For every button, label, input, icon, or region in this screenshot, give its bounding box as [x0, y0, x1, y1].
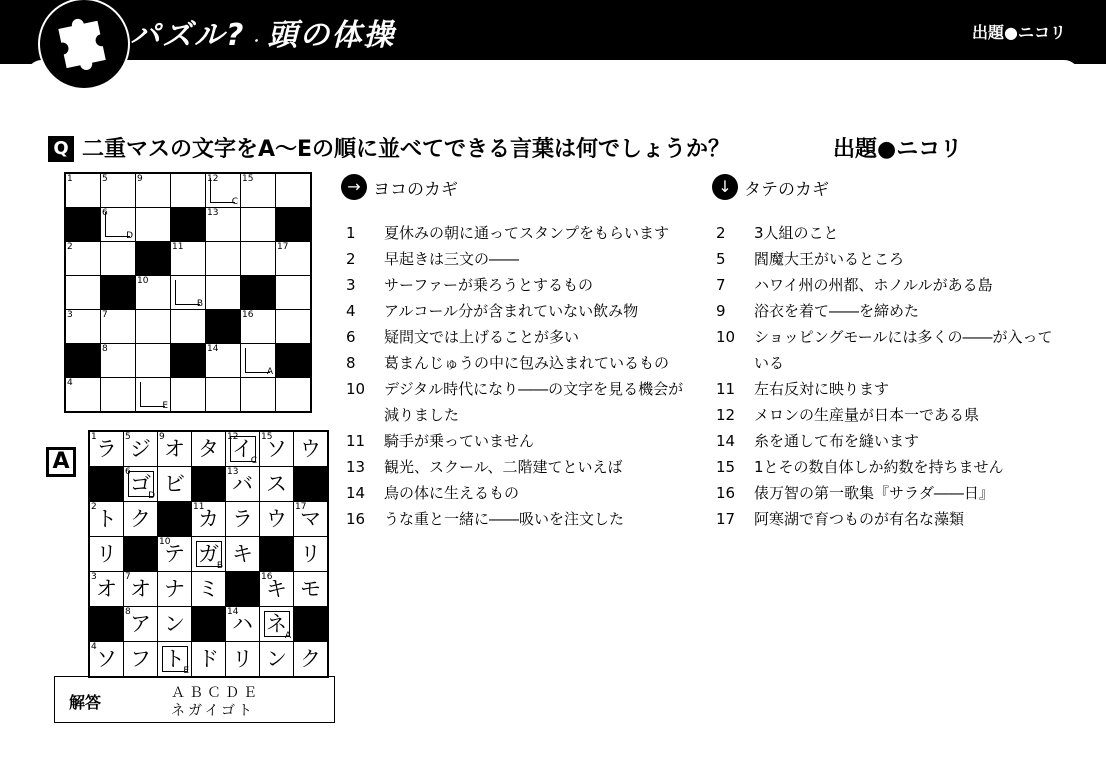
clue-number: 16 [716, 484, 736, 502]
brand-subtitle: 頭の体操 [267, 18, 396, 53]
grid-cell [171, 310, 206, 344]
double-box-letter: B [216, 561, 223, 571]
grid-cell [206, 242, 241, 276]
clue-number: 3 [346, 276, 356, 294]
cell-number: 15 [242, 174, 254, 184]
black-cell [65, 344, 101, 378]
grid-cell [136, 173, 171, 208]
grid-cell [158, 607, 192, 642]
black-cell [171, 208, 206, 242]
cell-number: 2 [91, 502, 97, 512]
grid-cell [206, 208, 241, 242]
clue-text: 俵万智の第一歌集『サラダ――日』 [754, 484, 994, 502]
clue-item [346, 350, 686, 376]
clue-text: 3人組のこと [754, 224, 839, 242]
grid-cell [260, 607, 294, 642]
grid-cell [171, 173, 206, 208]
grid-cell [260, 642, 294, 678]
clue-number: 5 [716, 250, 726, 268]
clue-item [716, 480, 1066, 506]
answer-grid [88, 430, 329, 678]
clue-text: ハワイ州の州都、ホノルルがある島 [754, 276, 993, 294]
answer-box [54, 676, 335, 723]
cell-character: ト [96, 507, 117, 531]
grid-cell [226, 642, 260, 678]
grid-cell [101, 173, 136, 208]
clue-text: 左右反対に映ります [754, 380, 890, 398]
black-cell [260, 537, 294, 572]
answer-label: 解答 [69, 693, 102, 712]
clue-number: 11 [346, 432, 366, 450]
grid-row [65, 310, 311, 344]
cell-number: 14 [227, 607, 239, 617]
cell-number: 4 [67, 378, 73, 388]
grid-cell [241, 378, 276, 413]
cell-character: テ [164, 542, 185, 566]
grid-row [65, 378, 311, 413]
cell-number: 17 [295, 502, 307, 512]
clue-text: ショッピングモールには多くの――が入っている [754, 328, 1053, 372]
clue-number: 2 [716, 224, 726, 242]
grid-cell [158, 537, 192, 572]
clue-text: 騎手が乗っていません [384, 432, 535, 450]
double-box-letter: A [266, 367, 273, 377]
black-cell [101, 276, 136, 310]
clue-item [716, 506, 1066, 532]
grid-cell [124, 467, 158, 502]
double-box-letter: D [148, 491, 155, 501]
cell-character: ン [266, 647, 287, 671]
grid-cell [158, 467, 192, 502]
down-title: タテのカギ [744, 179, 829, 200]
question-credit: 出題●ニコリ [833, 137, 963, 162]
grid-row [65, 173, 311, 208]
question-text: 二重マスの文字をA～Eの順に並べてできる言葉は何でしょうか？ [82, 137, 731, 162]
question-line [48, 132, 730, 163]
grid-cell [294, 572, 329, 607]
clue-item [346, 272, 686, 298]
clue-number: 16 [346, 510, 366, 528]
grid-cell [294, 537, 329, 572]
black-cell [171, 344, 206, 378]
clue-item [716, 428, 1066, 454]
black-cell [136, 242, 171, 276]
black-cell [294, 607, 329, 642]
grid-cell [294, 642, 329, 678]
cell-character: タ [198, 437, 219, 461]
grid-cell [136, 344, 171, 378]
grid-cell [171, 276, 206, 310]
grid-row [89, 502, 328, 537]
grid-row [65, 344, 311, 378]
cell-character: ラ [96, 437, 117, 461]
cell-number: 10 [137, 276, 149, 286]
cell-character: オ [164, 437, 185, 461]
cell-number: 5 [125, 432, 131, 442]
grid-cell [65, 173, 101, 208]
grid-cell [276, 173, 312, 208]
double-box-letter: B [196, 299, 203, 309]
clue-number: 8 [346, 354, 356, 372]
clue-number: 1 [346, 224, 356, 242]
cell-character: ド [198, 647, 219, 671]
cell-character: ク [130, 507, 151, 531]
grid-cell [260, 431, 294, 467]
grid-cell [124, 572, 158, 607]
double-box-marker [140, 382, 165, 407]
cell-character: ソ [266, 437, 287, 461]
clue-number: 13 [346, 458, 366, 476]
grid-cell [260, 502, 294, 537]
cell-number: 3 [91, 572, 97, 582]
black-cell [158, 502, 192, 537]
clue-text: 疑問文では上げることが多い [384, 328, 580, 346]
grid-cell [276, 310, 312, 344]
cell-number: 11 [172, 242, 184, 252]
clue-text: 阿寒湖で育つものが有名な藻類 [754, 510, 965, 528]
clue-item [346, 246, 686, 272]
clue-item [346, 298, 686, 324]
cell-character: リ [300, 542, 321, 566]
grid-cell [241, 173, 276, 208]
grid-cell [206, 344, 241, 378]
clue-item [716, 454, 1066, 480]
cell-character: リ [232, 647, 253, 671]
cell-character: ジ [130, 437, 151, 461]
clue-item [716, 246, 1066, 272]
cell-character: ミ [198, 577, 219, 601]
clue-number: 10 [346, 380, 366, 398]
clue-text: 葛まんじゅうの中に包み込まれているもの [384, 354, 670, 372]
clue-number: 14 [716, 432, 736, 450]
cell-character: ナ [164, 577, 185, 601]
clue-number: 6 [346, 328, 356, 346]
grid-cell [89, 572, 124, 607]
cell-number: 7 [102, 310, 108, 320]
grid-cell [65, 378, 101, 413]
clue-item [346, 454, 686, 480]
grid-cell [136, 208, 171, 242]
cell-character: キ [232, 542, 253, 566]
grid-row [89, 607, 328, 642]
black-cell [89, 467, 124, 502]
grid-cell [89, 502, 124, 537]
grid-cell [89, 537, 124, 572]
clue-item [346, 324, 686, 350]
cell-number: 8 [102, 344, 108, 354]
black-cell [65, 208, 101, 242]
grid-cell [158, 572, 192, 607]
cell-character: ン [164, 612, 185, 636]
grid-cell [294, 502, 329, 537]
grid-cell [124, 642, 158, 678]
grid-cell [89, 642, 124, 678]
clue-item [716, 402, 1066, 428]
grid-cell [124, 502, 158, 537]
clue-item [346, 376, 686, 428]
cell-character: バ [232, 472, 253, 496]
grid-cell [89, 431, 124, 467]
black-cell [124, 537, 158, 572]
grid-cell [241, 208, 276, 242]
cell-character: ウ [266, 507, 287, 531]
black-cell [294, 467, 329, 502]
black-cell [276, 208, 312, 242]
cell-number: 7 [125, 572, 131, 582]
grid-cell [241, 242, 276, 276]
cell-character: ラ [232, 507, 253, 531]
clue-item [716, 220, 1066, 246]
grid-cell [124, 431, 158, 467]
grid-cell [260, 572, 294, 607]
clue-item [716, 324, 1066, 376]
black-cell [276, 344, 312, 378]
clue-item [346, 480, 686, 506]
clue-number: 17 [716, 510, 736, 528]
clue-number: 14 [346, 484, 366, 502]
grid-cell [241, 344, 276, 378]
grid-cell [136, 276, 171, 310]
grid-cell [171, 378, 206, 413]
cell-number: 9 [159, 432, 165, 442]
grid-cell [260, 467, 294, 502]
cell-number: 11 [193, 502, 205, 512]
grid-cell [226, 467, 260, 502]
clue-text: 観光、スクール、二階建てといえば [384, 458, 623, 476]
cell-number: 4 [91, 642, 97, 652]
clue-number: 9 [716, 302, 726, 320]
clue-text: 鳥の体に生えるもの [384, 484, 520, 502]
answer-letters: ＡＢＣＤＥ [171, 685, 261, 701]
grid-cell [101, 344, 136, 378]
cell-character: モ [300, 577, 321, 601]
cell-number: 6 [125, 467, 131, 477]
cell-number: 12 [227, 432, 239, 442]
cell-character: リ [96, 542, 117, 566]
puzzle-grid [64, 172, 312, 413]
cell-number: 16 [261, 572, 273, 582]
cell-number: 12 [207, 174, 219, 184]
cell-character: ゴ [130, 472, 151, 496]
cell-number: 6 [102, 208, 108, 218]
double-box-letter: C [231, 197, 238, 207]
grid-cell [171, 242, 206, 276]
cell-number: 10 [159, 537, 171, 547]
grid-row [89, 431, 328, 467]
clue-item [346, 428, 686, 454]
cell-character: フ [130, 647, 151, 671]
across-clue-list [346, 220, 686, 532]
cell-character: ガ [198, 542, 219, 566]
down-heading [712, 174, 829, 200]
grid-row [89, 537, 328, 572]
grid-cell [101, 378, 136, 413]
brand-separator: ・ [249, 34, 264, 48]
grid-cell [206, 276, 241, 310]
cell-character: オ [96, 577, 117, 601]
header-credit: 出題●ニコリ [972, 23, 1066, 42]
grid-cell [65, 310, 101, 344]
cell-number: 15 [261, 432, 273, 442]
grid-row [65, 276, 311, 310]
cell-character: カ [198, 507, 219, 531]
cell-number: 9 [137, 174, 143, 184]
clue-text: 浴衣を着て――を締めた [754, 302, 920, 320]
cell-character: ス [266, 472, 287, 496]
puzzle-piece-logo-icon [38, 0, 130, 90]
answer-badge: A [46, 447, 76, 477]
cell-number: 13 [207, 208, 219, 218]
cell-character: マ [300, 507, 321, 531]
grid-row [89, 572, 328, 607]
grid-cell [241, 310, 276, 344]
cell-character: ア [130, 612, 151, 636]
double-box-letter: E [183, 666, 189, 676]
grid-cell [192, 642, 226, 678]
right-arrow-icon: → [341, 174, 367, 200]
grid-cell [101, 310, 136, 344]
grid-cell [276, 242, 312, 276]
cell-character: イ [232, 437, 253, 461]
grid-cell [276, 276, 312, 310]
double-box-letter: C [250, 456, 257, 466]
down-clue-list [716, 220, 1066, 532]
clue-number: 15 [716, 458, 736, 476]
cell-number: 13 [227, 467, 239, 477]
clue-text: メロンの生産量が日本一である県 [754, 406, 980, 424]
cell-character: ソ [96, 647, 117, 671]
cell-number: 1 [67, 174, 73, 184]
grid-cell [276, 378, 312, 413]
cell-character: ウ [300, 437, 321, 461]
cell-character: ネ [266, 612, 287, 636]
clue-text: 夏休みの朝に通ってスタンプをもらいます [384, 224, 670, 242]
answer-word: ネガイゴト [171, 703, 256, 719]
grid-cell [101, 242, 136, 276]
grid-cell [206, 378, 241, 413]
clue-item [346, 220, 686, 246]
grid-cell [192, 431, 226, 467]
black-cell [89, 607, 124, 642]
grid-row [89, 642, 328, 678]
clue-text: デジタル時代になり――の文字を見る機会が減りました [384, 380, 684, 424]
double-box-letter: D [126, 231, 133, 241]
clue-text: 糸を通して布を縫います [754, 432, 920, 450]
black-cell [241, 276, 276, 310]
clue-number: 2 [346, 250, 356, 268]
clue-text: アルコール分が含まれていない飲み物 [384, 302, 639, 320]
grid-cell [65, 276, 101, 310]
grid-row [89, 467, 328, 502]
clue-number: 10 [716, 328, 736, 346]
grid-cell [192, 537, 226, 572]
across-title: ヨコのカギ [373, 179, 458, 200]
grid-cell [226, 537, 260, 572]
across-heading [341, 174, 458, 200]
cell-number: 16 [242, 310, 254, 320]
grid-row [65, 242, 311, 276]
brand-title [130, 10, 395, 54]
grid-cell [226, 607, 260, 642]
cell-character: ク [300, 647, 321, 671]
grid-cell [192, 572, 226, 607]
clue-text: サーファーが乗ろうとするもの [384, 276, 593, 294]
grid-cell [136, 378, 171, 413]
clue-number: 11 [716, 380, 736, 398]
cell-character: キ [266, 577, 287, 601]
cell-character: ハ [232, 612, 253, 636]
grid-cell [206, 173, 241, 208]
cell-character: オ [130, 577, 151, 601]
cell-character: ト [164, 647, 185, 671]
down-arrow-icon: ↓ [712, 174, 738, 200]
black-cell [206, 310, 241, 344]
clue-number: 7 [716, 276, 726, 294]
grid-row [65, 208, 311, 242]
cell-number: 14 [207, 344, 219, 354]
clue-number: 4 [346, 302, 356, 320]
grid-cell [101, 208, 136, 242]
clue-item [346, 506, 686, 532]
grid-cell [136, 310, 171, 344]
clue-text: うな重と一緒に――吸いを注文した [384, 510, 625, 528]
cell-number: 1 [91, 432, 97, 442]
cell-number: 5 [102, 174, 108, 184]
grid-cell [226, 431, 260, 467]
grid-cell [158, 431, 192, 467]
cell-character: ビ [164, 472, 185, 496]
grid-cell [294, 431, 329, 467]
cell-number: 2 [67, 242, 73, 252]
black-cell [226, 572, 260, 607]
cell-number: 8 [125, 607, 131, 617]
grid-cell [158, 642, 192, 678]
double-box-letter: E [162, 401, 168, 411]
grid-cell [192, 502, 226, 537]
black-cell [192, 467, 226, 502]
clue-item [716, 298, 1066, 324]
black-cell [192, 607, 226, 642]
clue-number: 12 [716, 406, 736, 424]
cell-number: 3 [67, 310, 73, 320]
clue-item [716, 376, 1066, 402]
clue-text: 1とその数自体しか約数を持ちません [754, 458, 1004, 476]
clue-text: 早起きは三文の―― [384, 250, 520, 268]
question-badge: Q [48, 136, 74, 162]
grid-cell [226, 502, 260, 537]
clue-item [716, 272, 1066, 298]
grid-cell [124, 607, 158, 642]
clue-text: 閻魔大王がいるところ [754, 250, 905, 268]
brand-name: パズル? [130, 18, 246, 53]
cell-number: 17 [277, 242, 289, 252]
double-box-letter: A [284, 631, 291, 641]
grid-cell [65, 242, 101, 276]
